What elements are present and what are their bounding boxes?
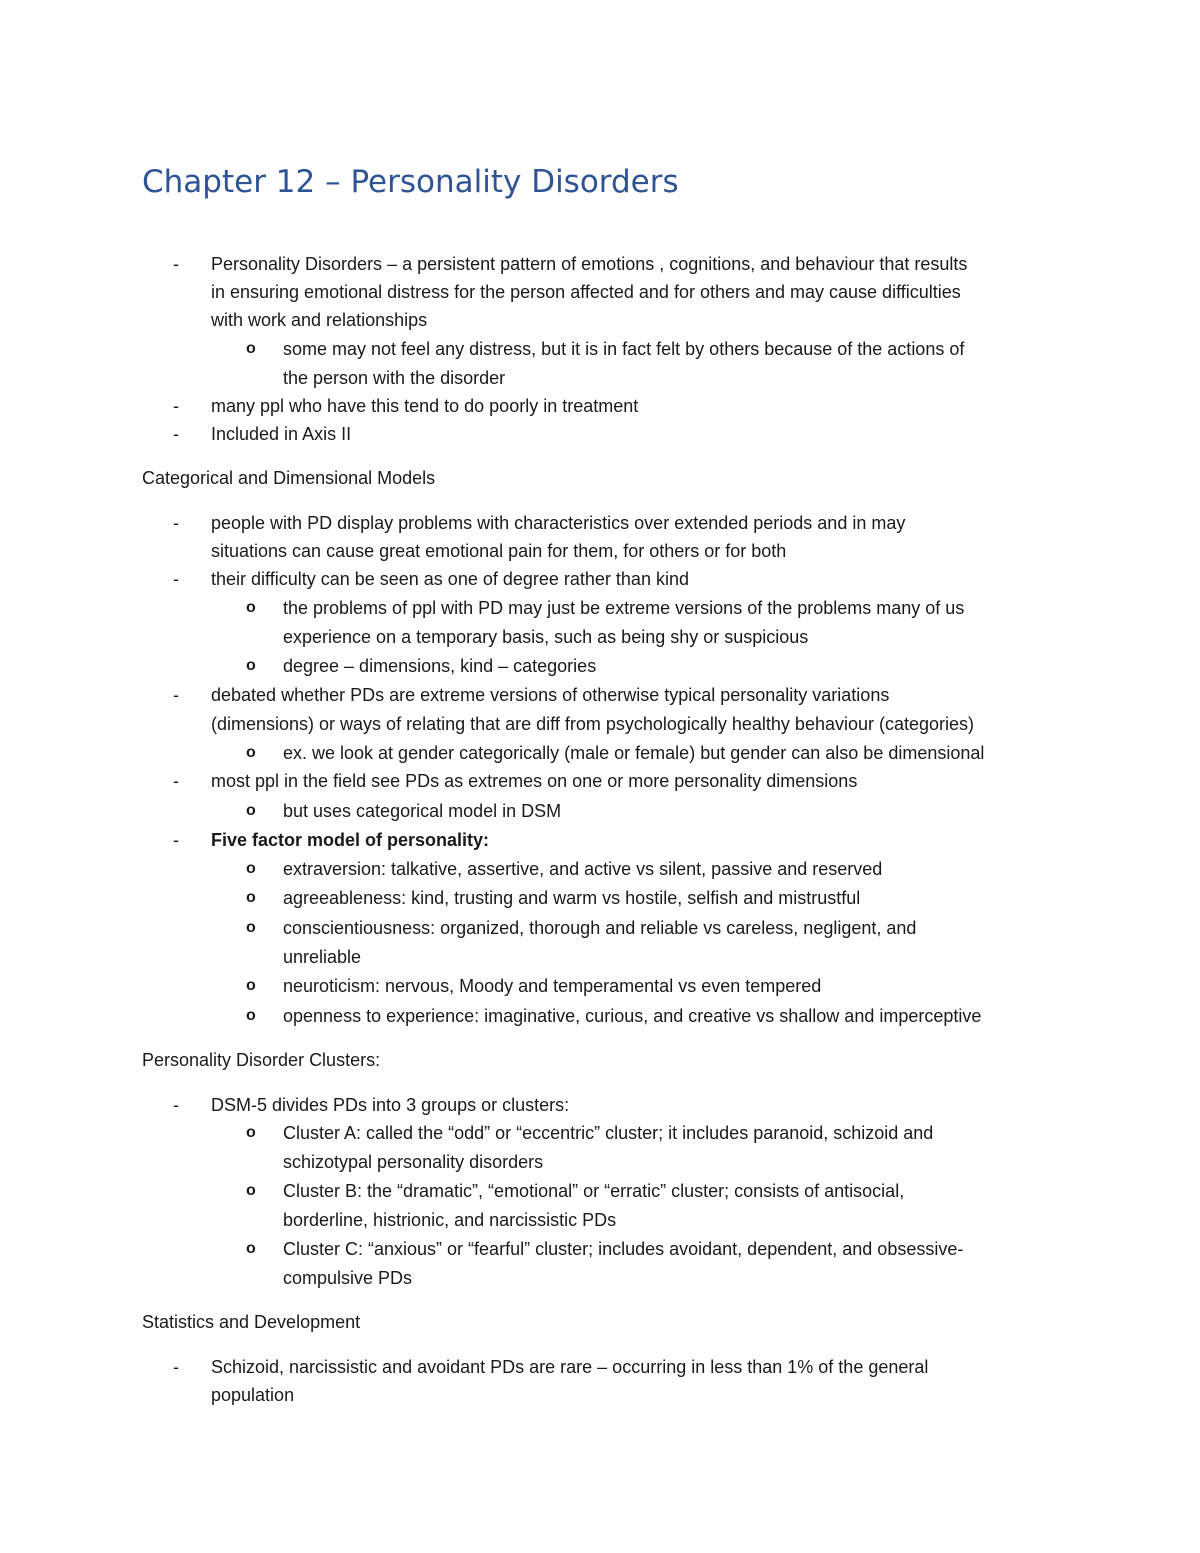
sub-item-text: Cluster C: “anxious” or “fearful” cluster; includes avoidant, dependent, and obsessive-	[283, 1239, 964, 1259]
list-item-text: population	[211, 1385, 295, 1405]
sub-item-text: conscientiousness: organized, thorough and reliable vs careless, negligent, and	[283, 918, 917, 938]
sub-item-text: compulsive PDs	[283, 1268, 413, 1288]
sub-item-text: Cluster B: the “dramatic”, “emotional” or “erratic” cluster; consists of antisocial,	[283, 1181, 905, 1201]
list-marker-dash: -	[173, 1095, 179, 1115]
list-item-text: situations can cause great emotional pain for them, for others or for both	[211, 541, 787, 561]
sub-item-text: schizotypal personality disorders	[283, 1152, 544, 1172]
list-marker-dash: -	[173, 254, 179, 274]
list-marker-dash: -	[173, 424, 179, 444]
list-item-text: in ensuring emotional distress for the person affected and for others and may cause difficulties	[211, 282, 961, 302]
list-marker-sub: o	[246, 744, 256, 761]
list-item-text-bold: Five factor model of personality:	[211, 830, 490, 850]
list-marker-sub: o	[246, 1182, 256, 1199]
list-marker-dash: -	[173, 771, 179, 791]
list-marker-dash: -	[173, 396, 179, 416]
list-marker-sub: o	[246, 802, 256, 819]
list-marker-sub: o	[246, 599, 256, 616]
list-marker-sub: o	[246, 860, 256, 877]
list-item-text: many ppl who have this tend to do poorly in treatment	[211, 396, 639, 416]
list-marker-sub: o	[246, 889, 256, 906]
list-item-text: with work and relationships	[211, 310, 428, 330]
list-marker-sub: o	[246, 657, 256, 674]
list-marker-sub: o	[246, 1240, 256, 1257]
section-heading: Statistics and Development	[142, 1312, 361, 1332]
list-marker-dash: -	[173, 830, 179, 850]
sub-item-text: degree – dimensions, kind – categories	[283, 656, 597, 676]
section-heading: Categorical and Dimensional Models	[142, 468, 436, 488]
list-item-text: their difficulty can be seen as one of degree rather than kind	[211, 569, 689, 589]
sub-item-text: ex. we look at gender categorically (male or female) but gender can also be dimensional	[283, 743, 985, 763]
sub-item-text: experience on a temporary basis, such as being shy or suspicious	[283, 627, 809, 647]
list-marker-sub: o	[246, 919, 256, 936]
list-item-text: most ppl in the field see PDs as extremes on one or more personality dimensions	[211, 771, 858, 791]
sub-item-text: borderline, histrionic, and narcissistic PDs	[283, 1210, 617, 1230]
page-title: Chapter 12 – Personality Disorders	[142, 164, 679, 200]
sub-item-text: unreliable	[283, 947, 362, 967]
sub-item-text: but uses categorical model in DSM	[283, 801, 562, 821]
section-heading: Personality Disorder Clusters:	[142, 1050, 381, 1070]
list-marker-dash: -	[173, 1357, 179, 1377]
sub-item-text: extraversion: talkative, assertive, and active vs silent, passive and reserved	[283, 859, 883, 879]
sub-item-text: some may not feel any distress, but it is in fact felt by others because of the actions of	[283, 339, 965, 359]
sub-item-text: the problems of ppl with PD may just be extreme versions of the problems many of us	[283, 598, 965, 618]
list-marker-sub: o	[246, 1124, 256, 1141]
list-marker-dash: -	[173, 569, 179, 589]
sub-item-text: openness to experience: imaginative, curious, and creative vs shallow and imperceptive	[283, 1006, 982, 1026]
list-marker-dash: -	[173, 513, 179, 533]
list-marker-sub: o	[246, 977, 256, 994]
sub-item-text: agreeableness: kind, trusting and warm vs hostile, selfish and mistrustful	[283, 888, 861, 908]
list-marker-sub: o	[246, 340, 256, 357]
list-item-text: debated whether PDs are extreme versions of otherwise typical personality variations	[211, 685, 890, 705]
sub-item-text: neuroticism: nervous, Moody and temperamental vs even tempered	[283, 976, 822, 996]
list-marker-sub: o	[246, 1007, 256, 1024]
list-item-text: DSM-5 divides PDs into 3 groups or clusters:	[211, 1095, 570, 1115]
list-marker-dash: -	[173, 685, 179, 705]
sub-item-text: Cluster A: called the “odd” or “eccentric” cluster; it includes paranoid, schizoid and	[283, 1123, 934, 1143]
list-item-text: Schizoid, narcissistic and avoidant PDs are rare – occurring in less than 1% of the general	[211, 1357, 929, 1377]
list-item-text: Personality Disorders – a persistent pattern of emotions , cognitions, and behaviour that results	[211, 254, 968, 274]
list-item-text: Included in Axis II	[211, 424, 352, 444]
list-item-text: (dimensions) or ways of relating that are diff from psychologically healthy behaviour (categories)	[211, 714, 975, 734]
list-item-text: people with PD display problems with characteristics over extended periods and in may	[211, 513, 906, 533]
sub-item-text: the person with the disorder	[283, 368, 506, 388]
